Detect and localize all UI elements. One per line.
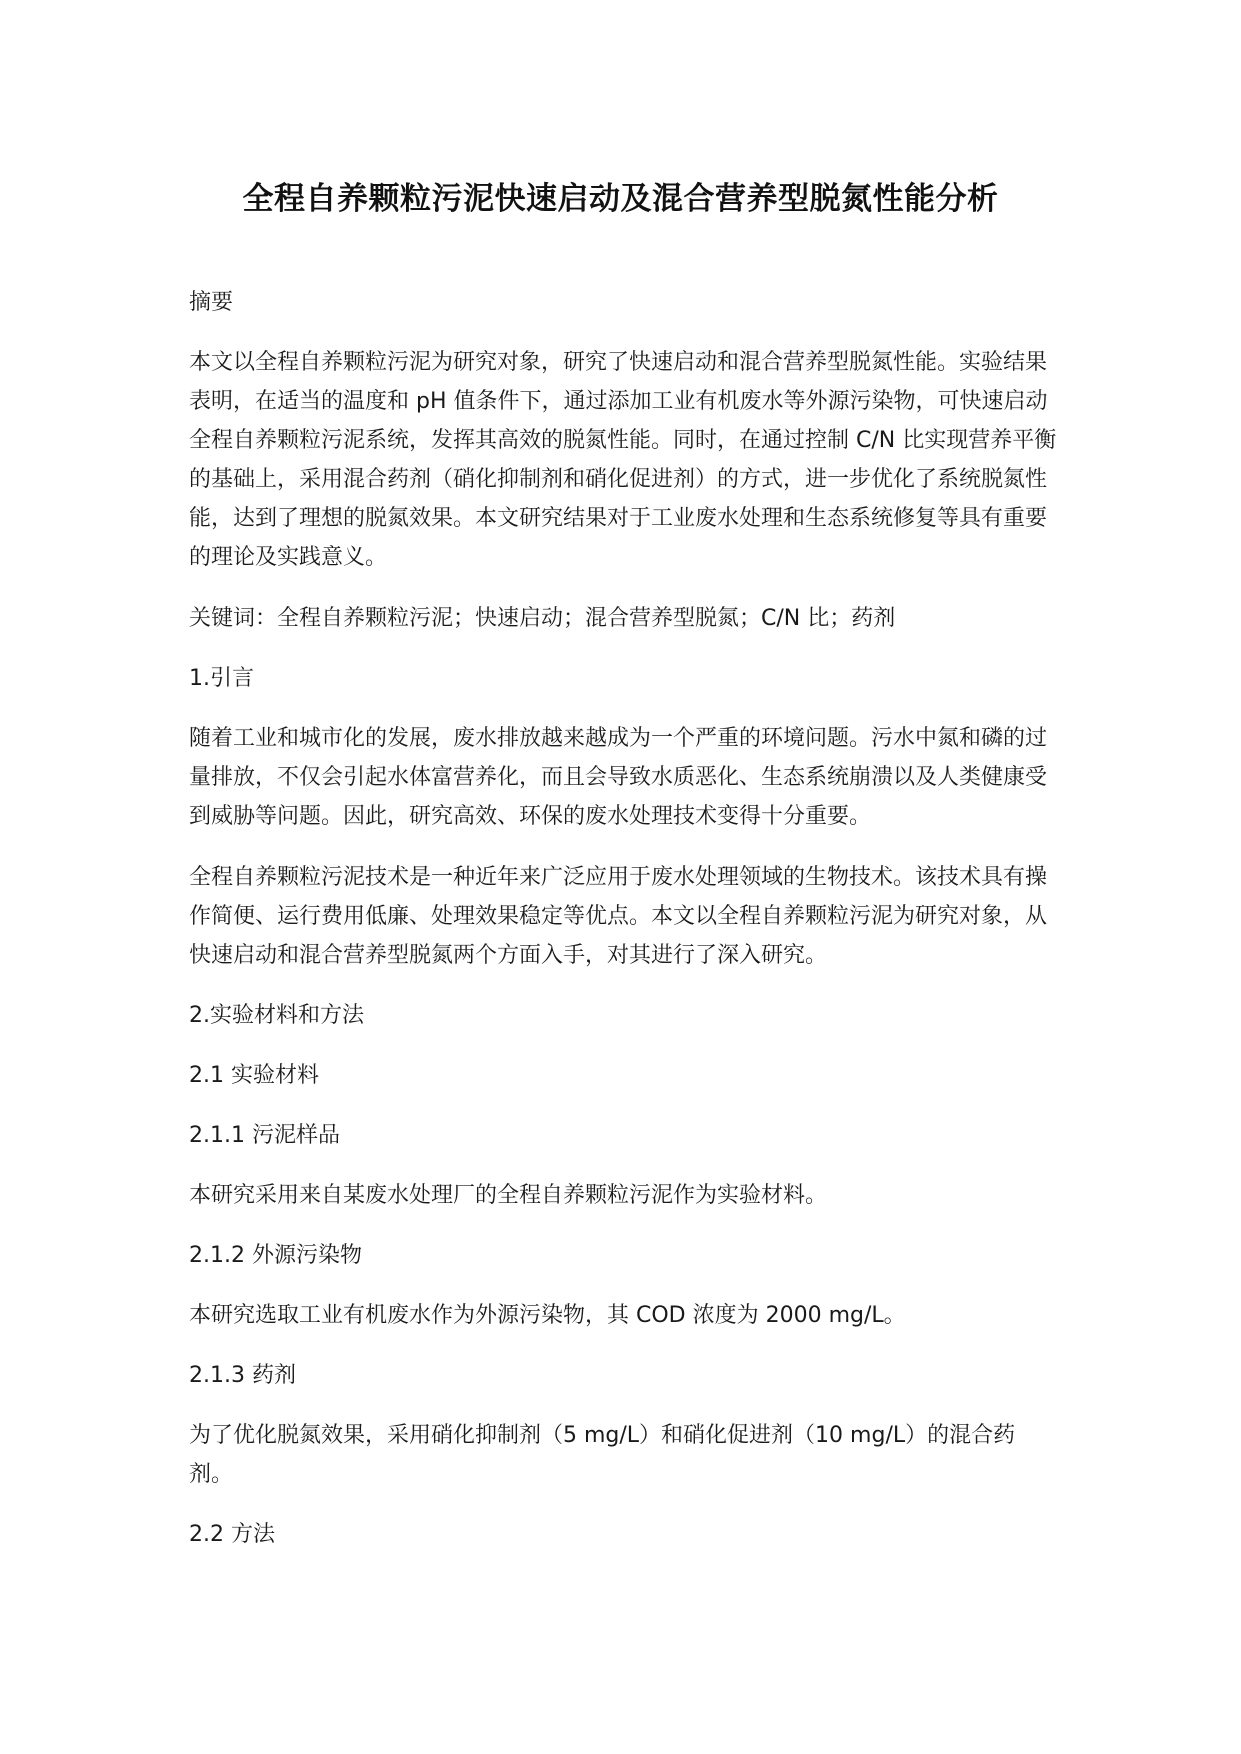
document-title: 全程自养颗粒污泥快速启动及混合营养型脱氮性能分析 (242, 181, 999, 217)
subsubsection-heading-external-pollutant: 2.1.2 外源污染物 (189, 1243, 362, 1268)
section-heading-introduction: 1.引言 (189, 666, 254, 691)
keywords-line: 关键词：全程自养颗粒污泥；快速启动；混合营养型脱氮；C/N 比；药剂 (189, 606, 896, 631)
document-body (189, 283, 1057, 1554)
subsection-heading-materials: 2.1 实验材料 (189, 1063, 319, 1088)
introduction-paragraph-1: 随着工业和城市化的发展，废水排放越来越成为一个严重的环境问题。污水中氮和磷的过量排放，不仅会引起水体富营养化，而且会导致水质恶化、生态系统崩溃以及人类健康受到威胁等问题。因此，研究高效、环保的废水处理技术变得十分重要。 (189, 726, 1048, 829)
abstract-paragraph: 本文以全程自养颗粒污泥为研究对象，研究了快速启动和混合营养型脱氮性能。实验结果表明，在适当的温度和 pH 值条件下，通过添加工业有机废水等外源污染物，可快速启动全程自养颗粒污泥系统，发挥其高效的脱氮性能。同时，在通过控制 C/N 比实现营养平衡的基础上，采用混合药剂（硝化抑制剂和硝化促进剂）的方式，进一步优化了系统脱氮性能，达到了理想的脱氮效果。本文研究结果对于工业废水处理和生态系统修复等具有重要的理论及实践意义。 (189, 350, 1057, 570)
agents-paragraph: 为了优化脱氮效果，采用硝化抑制剂（5 mg/L）和硝化促进剂（10 mg/L）的混合药剂。 (189, 1423, 1016, 1487)
introduction-paragraph-2: 全程自养颗粒污泥技术是一种近年来广泛应用于废水处理领域的生物技术。该技术具有操作简便、运行费用低廉、处理效果稳定等优点。本文以全程自养颗粒污泥为研究对象，从快速启动和混合营养型脱氮两个方面入手，对其进行了深入研究。 (189, 865, 1048, 968)
abstract-heading: 摘要 (189, 290, 234, 315)
subsubsection-heading-sludge-sample: 2.1.1 污泥样品 (189, 1123, 340, 1148)
external-pollutant-paragraph: 本研究选取工业有机废水作为外源污染物，其 COD 浓度为 2000 mg/L。 (189, 1303, 906, 1328)
subsubsection-heading-agents: 2.1.3 药剂 (189, 1363, 296, 1388)
section-heading-materials-methods: 2.实验材料和方法 (189, 1003, 364, 1028)
subsection-heading-methods: 2.2 方法 (189, 1522, 275, 1547)
sludge-sample-paragraph: 本研究采用来自某废水处理厂的全程自养颗粒污泥作为实验材料。 (189, 1183, 828, 1208)
